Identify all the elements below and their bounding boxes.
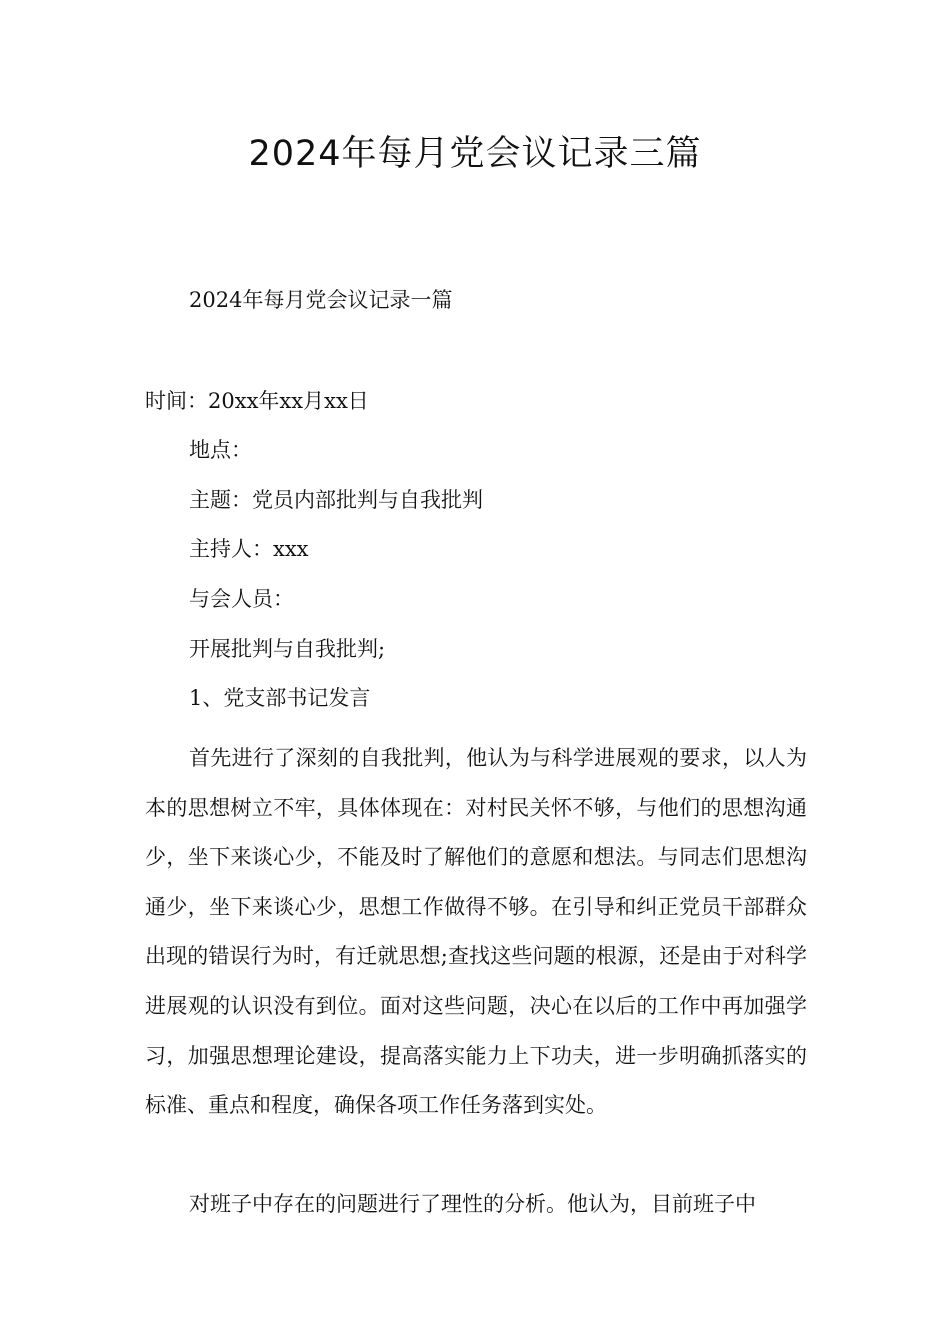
meeting-host: 主持人：xxx bbox=[189, 537, 309, 561]
paragraph-team-analysis: 对班子中存在的问题进行了理性的分析。他认为，目前班子中 bbox=[189, 1192, 756, 1216]
meeting-agenda: 开展批判与自我批判; bbox=[189, 637, 386, 661]
section-subtitle: 2024年每月党会议记录一篇 bbox=[189, 288, 453, 312]
meeting-time: 时间：20xx年xx月xx日 bbox=[145, 389, 369, 413]
meeting-topic: 主题：党员内部批判与自我批判 bbox=[189, 488, 483, 512]
meeting-place: 地点： bbox=[189, 438, 252, 462]
document-title: 2024年每月党会议记录三篇 bbox=[248, 134, 702, 174]
meeting-attendees: 与会人员： bbox=[189, 587, 294, 611]
agenda-item-1: 1、党支部书记发言 bbox=[189, 686, 371, 710]
paragraph-self-criticism: 首先进行了深刻的自我批判，他认为与科学进展观的要求，以人为本的思想树立不牢，具体体现在：对村民关怀不够，与他们的思想沟通少，坐下来谈心少，不能及时了解他们的意愿和想法。与同志们思想沟通少，坐下来谈心少，思想工作做得不够。在引导和纠正党员干部群众出现的错误行为时，有迁就思想;查找这些问题的根源，还是由于对科学进展观的认识没有到位。面对这些问题，决心在以后的工作中再加强学习，加强思想理论建设，提高落实能力上下功夫，进一步明确抓落实的标准、重点和程度，确保各项工作任务落到实处。 bbox=[145, 746, 807, 1118]
